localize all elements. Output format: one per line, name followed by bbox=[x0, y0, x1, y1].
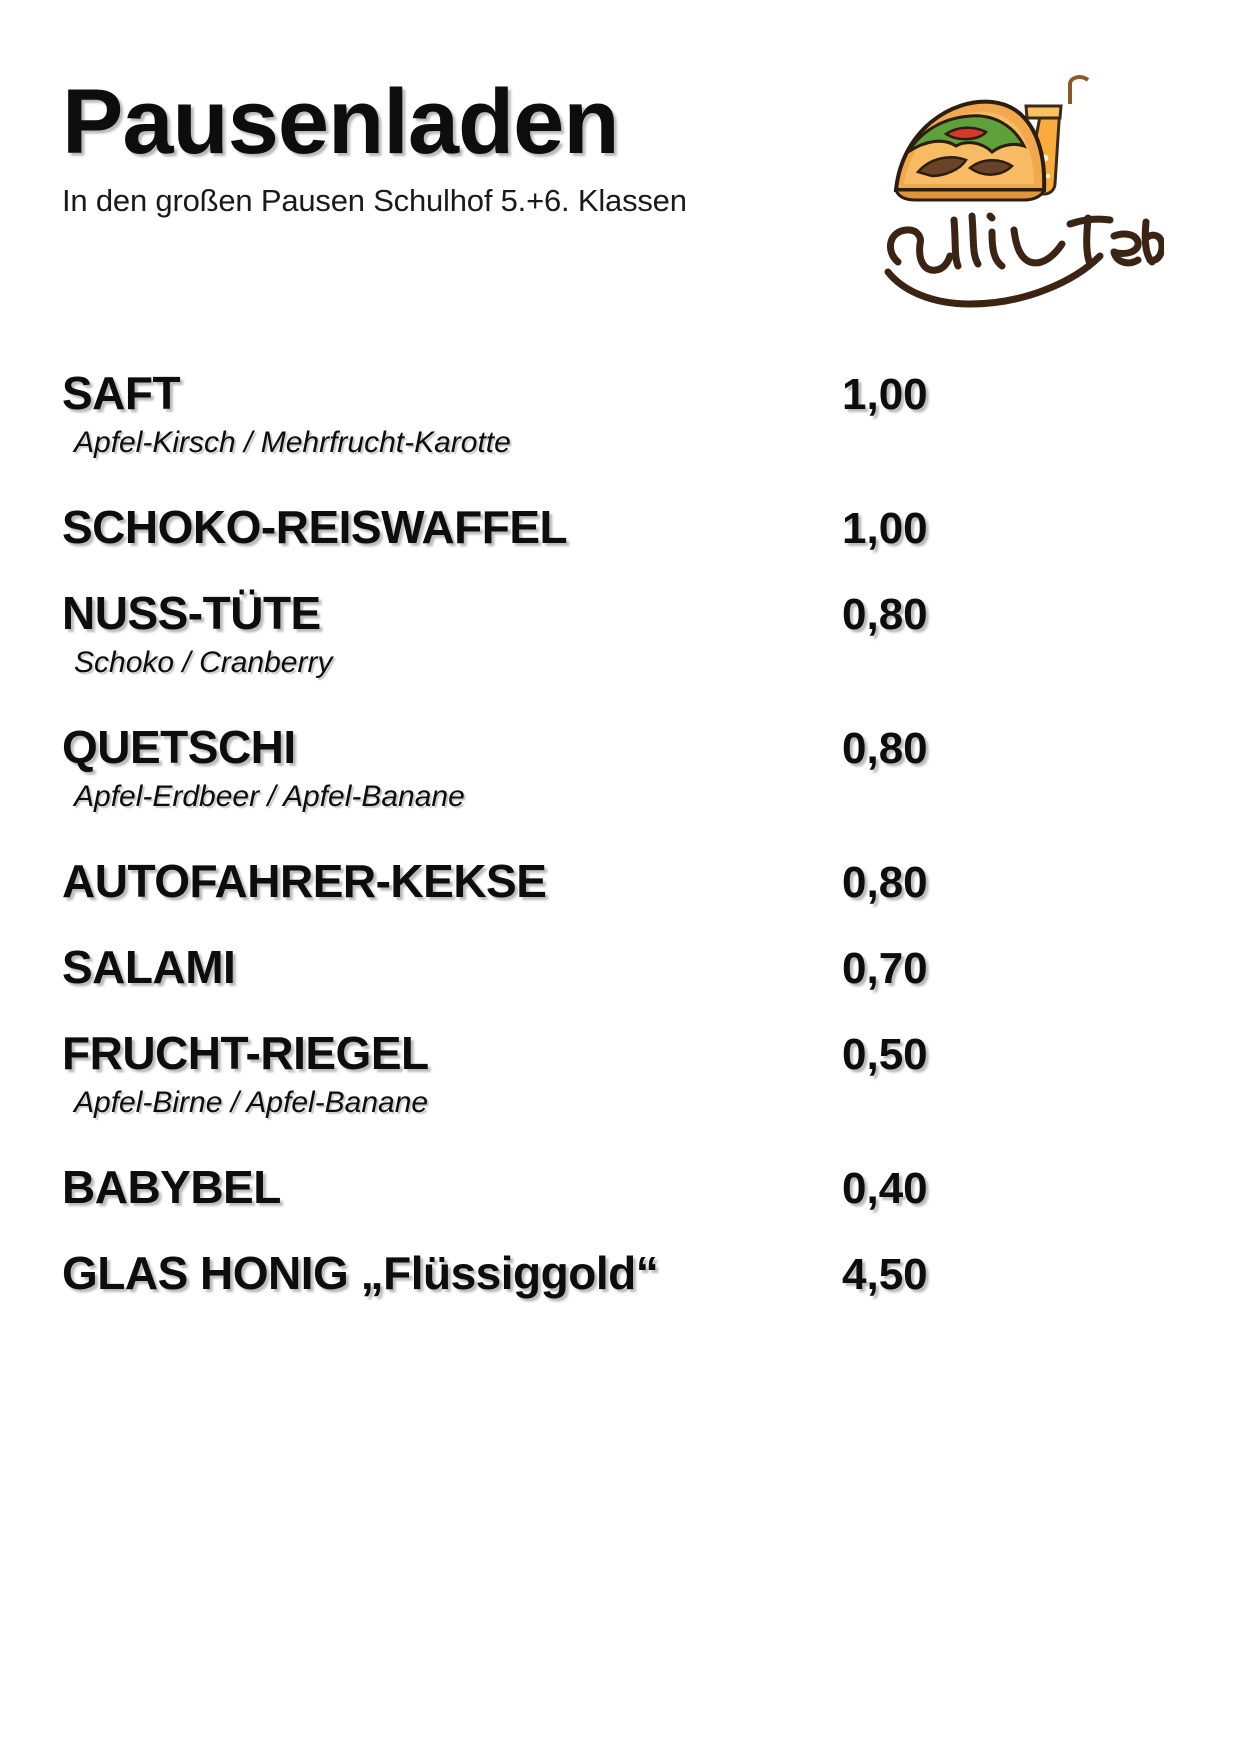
menu-item-schoko-reiswaffel bbox=[62, 500, 1170, 554]
item-price: 0,70 bbox=[842, 944, 928, 993]
menu-item-autofahrer-kekse bbox=[62, 854, 1170, 908]
item-name: SCHOKO-REISWAFFEL bbox=[62, 501, 568, 553]
page-title: Pausenladen bbox=[62, 71, 619, 173]
item-description: Schoko / Cranberry bbox=[74, 646, 333, 679]
menu-item-nuss-tuete bbox=[62, 586, 1170, 680]
item-name: QUETSCHI bbox=[62, 721, 296, 773]
item-price: 0,80 bbox=[842, 590, 928, 639]
item-description: Apfel-Birne / Apfel-Banane bbox=[74, 1086, 429, 1119]
item-price: 1,00 bbox=[842, 370, 928, 419]
menu-item-salami bbox=[62, 940, 1170, 994]
page-subtitle: In den großen Pausen Schulhof 5.+6. Klassen bbox=[62, 182, 687, 218]
item-price: 4,50 bbox=[842, 1250, 928, 1299]
item-name: SALAMI bbox=[62, 941, 236, 993]
menu-item-saft bbox=[62, 366, 1170, 460]
poster-header bbox=[62, 71, 1170, 324]
item-description: Apfel-Erdbeer / Apfel-Banane bbox=[74, 780, 465, 813]
menu-item-babybel bbox=[62, 1160, 1170, 1214]
item-name: NUSS-TÜTE bbox=[62, 587, 321, 639]
taco-icon bbox=[896, 102, 1044, 200]
menu-list bbox=[62, 366, 1170, 1300]
item-name: AUTOFAHRER-KEKSE bbox=[62, 855, 547, 907]
menu-item-frucht-riegel bbox=[62, 1026, 1170, 1120]
item-price: 1,00 bbox=[842, 504, 928, 553]
chill-team-wordmark bbox=[888, 216, 1162, 304]
menu-item-glas-honig bbox=[62, 1246, 1170, 1300]
item-name: FRUCHT-RIEGEL bbox=[62, 1027, 429, 1079]
chill-team-logo bbox=[874, 66, 1164, 316]
item-price: 0,50 bbox=[842, 1030, 928, 1079]
item-name: BABYBEL bbox=[62, 1161, 281, 1213]
menu-item-quetschi bbox=[62, 720, 1170, 814]
item-price: 0,80 bbox=[842, 724, 928, 773]
item-price: 0,40 bbox=[842, 1164, 928, 1213]
item-description: Apfel-Kirsch / Mehrfrucht-Karotte bbox=[74, 426, 511, 459]
item-price: 0,80 bbox=[842, 858, 928, 907]
item-name: GLAS HONIG „Flüssiggold“ bbox=[62, 1247, 659, 1299]
item-name: SAFT bbox=[62, 367, 181, 419]
